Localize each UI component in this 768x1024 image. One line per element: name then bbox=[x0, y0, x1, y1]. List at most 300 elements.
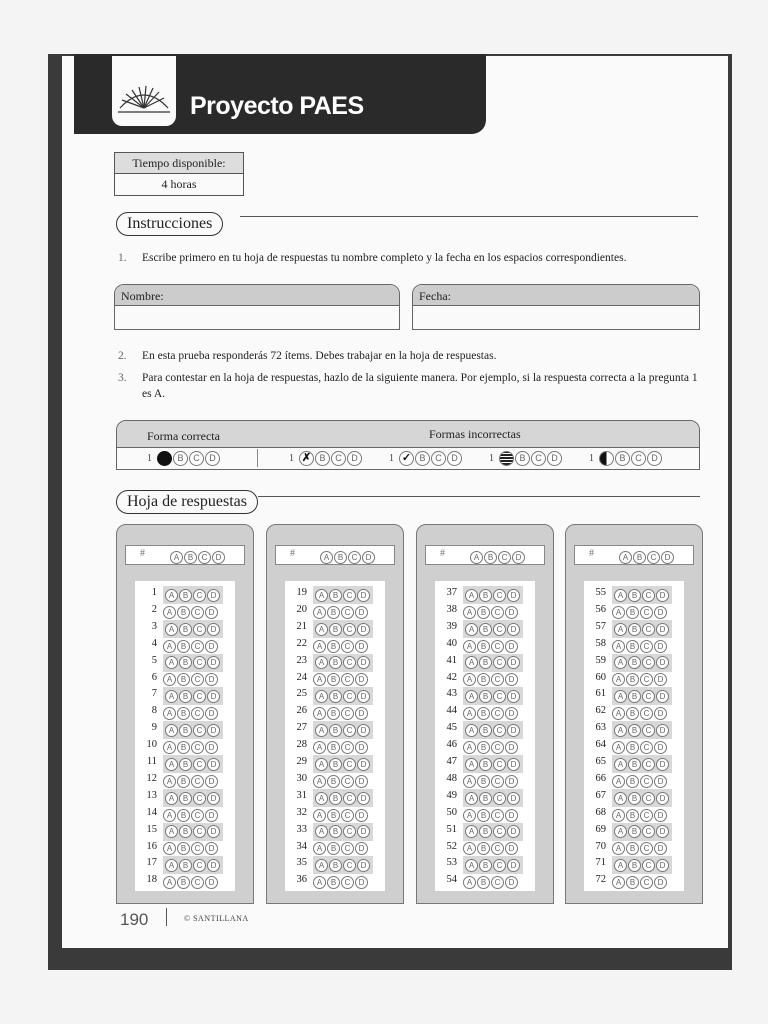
answer-bubble[interactable]: B bbox=[626, 707, 639, 720]
answer-bubble[interactable]: C bbox=[341, 741, 354, 754]
answer-bubble[interactable]: A bbox=[614, 724, 627, 737]
answer-bubble[interactable]: D bbox=[656, 690, 669, 703]
answer-bubble[interactable]: D bbox=[505, 640, 518, 653]
answer-bubble[interactable]: B bbox=[626, 640, 639, 653]
answer-bubble[interactable]: D bbox=[656, 724, 669, 737]
answer-bubble[interactable]: B bbox=[329, 825, 342, 838]
answer-bubble[interactable]: A bbox=[614, 758, 627, 771]
answer-bubble[interactable]: C bbox=[341, 876, 354, 889]
answer-bubble[interactable]: A bbox=[463, 809, 476, 822]
answer-bubble[interactable]: C bbox=[191, 876, 204, 889]
answer-bubble[interactable]: B bbox=[479, 656, 492, 669]
answer-bubble[interactable]: D bbox=[357, 792, 370, 805]
answer-bubble[interactable]: D bbox=[505, 741, 518, 754]
answer-bubble[interactable]: B bbox=[626, 842, 639, 855]
answer-bubble[interactable]: B bbox=[626, 775, 639, 788]
answer-bubble[interactable]: B bbox=[479, 825, 492, 838]
answer-bubble[interactable]: D bbox=[505, 673, 518, 686]
answer-bubble[interactable]: C bbox=[193, 758, 206, 771]
answer-bubble[interactable]: C bbox=[642, 623, 655, 636]
answer-bubble[interactable]: C bbox=[341, 775, 354, 788]
answer-bubble[interactable]: A bbox=[165, 656, 178, 669]
answer-bubble[interactable]: B bbox=[177, 775, 190, 788]
answer-bubble[interactable]: A bbox=[165, 859, 178, 872]
answer-bubble[interactable]: D bbox=[355, 775, 368, 788]
answer-bubble[interactable]: C bbox=[193, 589, 206, 602]
answer-bubble[interactable]: D bbox=[207, 758, 220, 771]
answer-bubble[interactable]: B bbox=[329, 589, 342, 602]
answer-bubble[interactable]: A bbox=[163, 775, 176, 788]
answer-bubble[interactable]: B bbox=[626, 606, 639, 619]
answer-bubble[interactable]: D bbox=[505, 775, 518, 788]
answer-bubble[interactable]: B bbox=[628, 690, 641, 703]
answer-bubble[interactable]: C bbox=[343, 656, 356, 669]
answer-bubble[interactable]: C bbox=[193, 825, 206, 838]
answer-bubble[interactable]: B bbox=[177, 876, 190, 889]
answer-bubble[interactable]: C bbox=[493, 589, 506, 602]
answer-bubble[interactable]: A bbox=[612, 707, 625, 720]
answer-bubble[interactable]: D bbox=[656, 758, 669, 771]
question-number: 72 bbox=[595, 874, 606, 886]
answer-bubble[interactable]: C bbox=[341, 606, 354, 619]
answer-bubble[interactable]: D bbox=[207, 656, 220, 669]
answer-bubble[interactable]: D bbox=[355, 606, 368, 619]
answer-bubble[interactable]: A bbox=[315, 656, 328, 669]
answer-bubble[interactable]: D bbox=[654, 673, 667, 686]
answer-bubble[interactable]: B bbox=[628, 724, 641, 737]
answer-bubble[interactable]: A bbox=[614, 690, 627, 703]
answer-bubble[interactable]: A bbox=[614, 825, 627, 838]
answer-bubble[interactable]: B bbox=[628, 589, 641, 602]
answer-bubble[interactable]: C bbox=[191, 707, 204, 720]
answer-bubble[interactable]: D bbox=[355, 876, 368, 889]
answer-bubble[interactable]: B bbox=[327, 809, 340, 822]
answer-bubble[interactable]: D bbox=[205, 673, 218, 686]
answer-bubble[interactable]: D bbox=[357, 623, 370, 636]
answer-bubble[interactable]: B bbox=[477, 741, 490, 754]
answer-bubble[interactable]: B bbox=[327, 606, 340, 619]
answer-bubble[interactable]: D bbox=[654, 741, 667, 754]
answer-bubble[interactable]: C bbox=[491, 673, 504, 686]
answer-bubble[interactable]: B bbox=[329, 792, 342, 805]
answer-bubble[interactable]: A bbox=[313, 606, 326, 619]
answer-bubble[interactable]: B bbox=[477, 640, 490, 653]
answer-bubble[interactable]: B bbox=[477, 876, 490, 889]
answer-bubble[interactable]: C bbox=[191, 842, 204, 855]
answer-bubble[interactable]: A bbox=[163, 606, 176, 619]
answer-bubble[interactable]: D bbox=[207, 825, 220, 838]
answer-bubble[interactable]: A bbox=[614, 656, 627, 669]
answer-bubble[interactable]: D bbox=[207, 724, 220, 737]
answer-bubble[interactable]: C bbox=[493, 724, 506, 737]
answer-bubble[interactable]: A bbox=[614, 623, 627, 636]
answer-bubble[interactable]: B bbox=[177, 673, 190, 686]
answer-bubble[interactable]: B bbox=[329, 623, 342, 636]
answer-bubble[interactable]: A bbox=[463, 673, 476, 686]
answer-bubble[interactable]: A bbox=[463, 707, 476, 720]
answer-bubble[interactable]: C bbox=[343, 724, 356, 737]
answer-bubble[interactable]: A bbox=[612, 741, 625, 754]
answer-bubble[interactable]: C bbox=[491, 842, 504, 855]
answer-bubble[interactable]: C bbox=[493, 690, 506, 703]
answer-bubble[interactable]: C bbox=[491, 640, 504, 653]
question-number: 5 bbox=[151, 654, 157, 666]
answer-bubble[interactable]: A bbox=[612, 842, 625, 855]
answer-bubble[interactable]: C bbox=[343, 623, 356, 636]
answer-bubble[interactable]: A bbox=[315, 724, 328, 737]
answer-bubble[interactable]: D bbox=[205, 707, 218, 720]
answer-bubble[interactable]: A bbox=[163, 673, 176, 686]
answer-bubble[interactable]: A bbox=[315, 825, 328, 838]
answer-bubble[interactable]: D bbox=[505, 842, 518, 855]
answer-bubble[interactable]: A bbox=[165, 792, 178, 805]
answer-bubble[interactable]: A bbox=[165, 724, 178, 737]
answer-bubble[interactable]: B bbox=[329, 724, 342, 737]
answer-bubble[interactable]: D bbox=[207, 792, 220, 805]
answer-bubble[interactable]: C bbox=[491, 809, 504, 822]
answer-bubble[interactable]: D bbox=[357, 724, 370, 737]
answer-bubble[interactable]: C bbox=[642, 859, 655, 872]
answer-bubble[interactable]: D bbox=[205, 741, 218, 754]
answer-bubble[interactable]: B bbox=[479, 758, 492, 771]
answer-bubble[interactable]: A bbox=[465, 859, 478, 872]
fecha-field[interactable] bbox=[412, 284, 700, 330]
answer-bubble[interactable]: A bbox=[313, 775, 326, 788]
answer-bubble[interactable]: D bbox=[207, 589, 220, 602]
answer-bubble[interactable]: D bbox=[507, 623, 520, 636]
answer-bubble[interactable]: C bbox=[491, 606, 504, 619]
answer-bubble[interactable]: D bbox=[654, 842, 667, 855]
answer-bubble[interactable]: B bbox=[628, 792, 641, 805]
answer-bubble[interactable]: A bbox=[315, 589, 328, 602]
answer-bubble[interactable]: C bbox=[642, 690, 655, 703]
answer-bubble[interactable]: B bbox=[477, 707, 490, 720]
answer-bubble[interactable]: C bbox=[640, 707, 653, 720]
answer-bubble[interactable]: B bbox=[327, 707, 340, 720]
option-bubble: C bbox=[498, 551, 511, 564]
answer-bubble[interactable]: B bbox=[628, 859, 641, 872]
answer-bubble[interactable]: B bbox=[628, 758, 641, 771]
answer-bubble[interactable]: C bbox=[343, 758, 356, 771]
answer-bubble[interactable]: B bbox=[327, 741, 340, 754]
answer-bubble[interactable]: D bbox=[654, 876, 667, 889]
answer-bubble[interactable]: D bbox=[654, 809, 667, 822]
answer-bubble[interactable]: C bbox=[642, 724, 655, 737]
answer-bubble[interactable]: C bbox=[642, 589, 655, 602]
answer-bubble[interactable]: D bbox=[357, 656, 370, 669]
answer-bubble[interactable]: C bbox=[493, 623, 506, 636]
answer-bubble[interactable]: D bbox=[205, 640, 218, 653]
answer-bubble[interactable]: B bbox=[477, 673, 490, 686]
answer-bubble[interactable]: D bbox=[205, 842, 218, 855]
answer-bubble[interactable]: B bbox=[179, 623, 192, 636]
answer-bubble[interactable]: D bbox=[355, 809, 368, 822]
answer-bubble[interactable]: A bbox=[315, 623, 328, 636]
answer-bubble[interactable]: A bbox=[465, 724, 478, 737]
answer-bubble[interactable]: A bbox=[465, 792, 478, 805]
answer-bubble[interactable]: C bbox=[193, 792, 206, 805]
answer-bubble[interactable]: B bbox=[177, 606, 190, 619]
answer-row bbox=[285, 653, 385, 670]
answer-bubble[interactable]: B bbox=[626, 809, 639, 822]
answer-bubble[interactable]: C bbox=[493, 859, 506, 872]
answer-bubble[interactable]: D bbox=[355, 741, 368, 754]
answer-bubble[interactable]: B bbox=[479, 792, 492, 805]
answer-bubble[interactable]: C bbox=[642, 758, 655, 771]
answer-bubble[interactable]: A bbox=[313, 809, 326, 822]
answer-bubble[interactable]: B bbox=[479, 859, 492, 872]
answer-bubble[interactable]: D bbox=[205, 876, 218, 889]
answer-bubble[interactable]: D bbox=[357, 859, 370, 872]
nombre-field[interactable] bbox=[114, 284, 400, 330]
answer-bubble[interactable]: A bbox=[163, 707, 176, 720]
answer-bubble[interactable]: C bbox=[343, 859, 356, 872]
answer-bubble[interactable]: D bbox=[205, 606, 218, 619]
answer-bubble[interactable]: A bbox=[465, 589, 478, 602]
answer-bubble[interactable]: C bbox=[191, 640, 204, 653]
answer-bubble[interactable]: A bbox=[165, 690, 178, 703]
answer-bubble[interactable]: A bbox=[163, 876, 176, 889]
answer-bubble[interactable]: D bbox=[507, 792, 520, 805]
answer-bubble[interactable]: C bbox=[193, 859, 206, 872]
answer-bubble[interactable]: C bbox=[343, 792, 356, 805]
answer-bubble[interactable]: D bbox=[207, 623, 220, 636]
answer-bubble[interactable]: D bbox=[656, 792, 669, 805]
answer-bubble[interactable]: A bbox=[465, 690, 478, 703]
answer-bubble[interactable]: B bbox=[479, 690, 492, 703]
answer-bubble[interactable]: C bbox=[341, 842, 354, 855]
answer-bubble[interactable]: A bbox=[313, 876, 326, 889]
answer-bubble[interactable]: C bbox=[640, 606, 653, 619]
answer-bubble[interactable]: B bbox=[477, 809, 490, 822]
answer-bubble[interactable]: D bbox=[656, 623, 669, 636]
answer-bubble[interactable]: D bbox=[505, 606, 518, 619]
answer-bubble[interactable]: C bbox=[343, 589, 356, 602]
answer-bubble[interactable]: B bbox=[626, 673, 639, 686]
answer-bubble[interactable]: A bbox=[163, 842, 176, 855]
answer-bubble[interactable]: B bbox=[177, 640, 190, 653]
answer-bubble[interactable]: C bbox=[191, 606, 204, 619]
answer-bubble[interactable]: C bbox=[341, 640, 354, 653]
answer-bubble[interactable]: B bbox=[179, 758, 192, 771]
answer-bubble[interactable]: A bbox=[165, 589, 178, 602]
answer-bubble[interactable]: B bbox=[177, 809, 190, 822]
answer-bubble[interactable]: B bbox=[477, 606, 490, 619]
answer-bubble[interactable]: A bbox=[614, 792, 627, 805]
answer-bubble[interactable]: A bbox=[313, 741, 326, 754]
answer-bubble[interactable]: C bbox=[193, 690, 206, 703]
answer-bubble[interactable]: C bbox=[642, 792, 655, 805]
answer-bubble[interactable]: D bbox=[507, 656, 520, 669]
answer-bubble[interactable]: A bbox=[315, 859, 328, 872]
answer-bubble[interactable]: D bbox=[656, 859, 669, 872]
answer-bubble[interactable]: B bbox=[177, 842, 190, 855]
answer-bubble[interactable]: C bbox=[493, 825, 506, 838]
answer-bubble[interactable]: A bbox=[315, 758, 328, 771]
answer-bubble[interactable]: B bbox=[327, 673, 340, 686]
answer-bubble[interactable]: B bbox=[179, 690, 192, 703]
answer-bubble[interactable]: A bbox=[165, 623, 178, 636]
answer-bubble[interactable]: D bbox=[654, 606, 667, 619]
answer-bubble[interactable]: C bbox=[640, 842, 653, 855]
answer-bubble[interactable]: B bbox=[179, 724, 192, 737]
answer-bubble[interactable]: D bbox=[357, 589, 370, 602]
answer-bubble[interactable]: D bbox=[654, 640, 667, 653]
answer-bubble[interactable]: A bbox=[313, 842, 326, 855]
answer-bubble[interactable]: B bbox=[179, 656, 192, 669]
answer-bubble[interactable]: A bbox=[315, 690, 328, 703]
answer-bubble[interactable]: A bbox=[612, 673, 625, 686]
answer-bubble[interactable]: B bbox=[179, 825, 192, 838]
answer-bubble[interactable]: B bbox=[329, 758, 342, 771]
answer-bubble[interactable]: D bbox=[357, 825, 370, 838]
answer-bubble[interactable]: A bbox=[463, 876, 476, 889]
answer-bubble[interactable]: C bbox=[640, 741, 653, 754]
answer-bubble[interactable]: B bbox=[477, 842, 490, 855]
question-number: 31 bbox=[296, 789, 307, 801]
answer-bubble[interactable]: D bbox=[355, 673, 368, 686]
question-number: 22 bbox=[296, 637, 307, 649]
answer-bubble[interactable]: A bbox=[612, 876, 625, 889]
answer-bubble[interactable]: D bbox=[357, 758, 370, 771]
answer-bubble[interactable]: C bbox=[493, 656, 506, 669]
answer-bubble[interactable]: C bbox=[640, 775, 653, 788]
answer-row bbox=[584, 771, 684, 788]
answer-bubble[interactable]: C bbox=[491, 707, 504, 720]
answer-bubble[interactable]: B bbox=[628, 623, 641, 636]
answer-bubble[interactable]: C bbox=[491, 775, 504, 788]
answer-bubble[interactable]: C bbox=[640, 876, 653, 889]
answer-row bbox=[285, 737, 385, 754]
answer-bubble[interactable]: D bbox=[207, 859, 220, 872]
answer-bubble[interactable]: C bbox=[493, 758, 506, 771]
answer-bubble[interactable]: A bbox=[163, 741, 176, 754]
answer-bubble[interactable]: D bbox=[507, 825, 520, 838]
answer-bubble[interactable]: C bbox=[640, 809, 653, 822]
answer-bubble[interactable]: B bbox=[479, 623, 492, 636]
answer-bubble[interactable]: C bbox=[193, 724, 206, 737]
answer-bubble[interactable]: B bbox=[327, 876, 340, 889]
answer-bubble[interactable]: C bbox=[191, 741, 204, 754]
answer-bubble[interactable]: A bbox=[465, 623, 478, 636]
answer-bubble[interactable]: A bbox=[313, 640, 326, 653]
answer-bubble[interactable]: A bbox=[313, 673, 326, 686]
answer-bubble[interactable]: C bbox=[491, 741, 504, 754]
answer-bubble[interactable]: C bbox=[191, 673, 204, 686]
answer-bubble[interactable]: D bbox=[507, 589, 520, 602]
answer-bubble[interactable]: C bbox=[191, 809, 204, 822]
answer-bubble[interactable]: C bbox=[642, 656, 655, 669]
answer-bubble[interactable]: D bbox=[507, 859, 520, 872]
answer-bubble[interactable]: B bbox=[327, 842, 340, 855]
answer-bubble[interactable]: A bbox=[614, 589, 627, 602]
answer-bubble[interactable]: A bbox=[612, 809, 625, 822]
answer-bubble[interactable]: A bbox=[612, 640, 625, 653]
answer-bubble[interactable]: D bbox=[656, 656, 669, 669]
answer-bubble[interactable]: B bbox=[628, 656, 641, 669]
answer-bubble[interactable]: A bbox=[463, 640, 476, 653]
answer-bubble[interactable]: B bbox=[626, 741, 639, 754]
answer-bubble[interactable]: B bbox=[327, 775, 340, 788]
answer-bubble[interactable]: A bbox=[614, 859, 627, 872]
answer-bubble[interactable]: C bbox=[341, 673, 354, 686]
answer-bubble[interactable]: C bbox=[341, 707, 354, 720]
answer-bubble[interactable]: A bbox=[463, 842, 476, 855]
answer-bubble[interactable]: D bbox=[205, 809, 218, 822]
answer-bubble[interactable]: D bbox=[505, 809, 518, 822]
answer-bubble[interactable]: B bbox=[177, 741, 190, 754]
answer-bubble[interactable]: B bbox=[628, 825, 641, 838]
answer-bubble[interactable]: D bbox=[505, 707, 518, 720]
answer-bubble[interactable]: D bbox=[207, 690, 220, 703]
answer-bubble[interactable]: D bbox=[355, 707, 368, 720]
answer-bubble[interactable]: A bbox=[163, 640, 176, 653]
answer-bubble[interactable]: B bbox=[177, 707, 190, 720]
answer-bubble[interactable]: D bbox=[507, 758, 520, 771]
answer-bubble[interactable]: C bbox=[343, 825, 356, 838]
answer-bubble[interactable]: B bbox=[479, 724, 492, 737]
answer-bubble[interactable]: C bbox=[493, 792, 506, 805]
answer-bubble[interactable]: C bbox=[343, 690, 356, 703]
answer-bubble[interactable]: C bbox=[640, 673, 653, 686]
answer-bubble[interactable]: D bbox=[355, 640, 368, 653]
answer-bubble[interactable]: D bbox=[507, 690, 520, 703]
answer-bubble[interactable]: D bbox=[656, 589, 669, 602]
answer-bubble[interactable]: D bbox=[507, 724, 520, 737]
answer-bubble[interactable]: B bbox=[327, 640, 340, 653]
answer-bubble[interactable]: D bbox=[357, 690, 370, 703]
answer-bubble[interactable]: D bbox=[656, 825, 669, 838]
answer-bubble[interactable]: C bbox=[640, 640, 653, 653]
answer-bubble[interactable]: D bbox=[654, 707, 667, 720]
answer-bubble[interactable]: C bbox=[193, 623, 206, 636]
answer-bubble[interactable]: B bbox=[179, 792, 192, 805]
answer-bubble[interactable]: D bbox=[654, 775, 667, 788]
answer-bubble[interactable]: C bbox=[491, 876, 504, 889]
answer-bubble[interactable]: A bbox=[612, 606, 625, 619]
answer-bubble[interactable]: A bbox=[463, 741, 476, 754]
answer-bubble[interactable]: C bbox=[193, 656, 206, 669]
answer-bubble[interactable]: A bbox=[465, 656, 478, 669]
question-number: 61 bbox=[595, 688, 606, 700]
answer-bubble[interactable]: B bbox=[179, 589, 192, 602]
answer-bubble[interactable]: A bbox=[465, 758, 478, 771]
answer-bubble[interactable]: A bbox=[165, 758, 178, 771]
answer-bubble[interactable]: D bbox=[505, 876, 518, 889]
answer-bubble[interactable]: A bbox=[313, 707, 326, 720]
answer-bubble[interactable]: B bbox=[477, 775, 490, 788]
answer-bubble[interactable]: A bbox=[163, 809, 176, 822]
answer-bubble[interactable]: C bbox=[642, 825, 655, 838]
answer-bubble[interactable]: A bbox=[465, 825, 478, 838]
answer-bubble[interactable]: A bbox=[315, 792, 328, 805]
answer-bubble[interactable]: B bbox=[329, 859, 342, 872]
answer-bubble[interactable]: A bbox=[463, 606, 476, 619]
answer-bubble[interactable]: C bbox=[191, 775, 204, 788]
option-bubble: A bbox=[470, 551, 483, 564]
answer-bubble[interactable]: D bbox=[205, 775, 218, 788]
answer-bubble[interactable]: A bbox=[612, 775, 625, 788]
answer-bubble[interactable]: B bbox=[626, 876, 639, 889]
answer-bubble[interactable]: D bbox=[355, 842, 368, 855]
answer-bubble[interactable]: B bbox=[179, 859, 192, 872]
answer-bubble[interactable]: B bbox=[329, 656, 342, 669]
answer-bubble[interactable]: A bbox=[165, 825, 178, 838]
answer-bubble[interactable]: A bbox=[463, 775, 476, 788]
answer-bubble[interactable]: C bbox=[341, 809, 354, 822]
answer-bubble[interactable]: B bbox=[479, 589, 492, 602]
answer-bubble[interactable]: B bbox=[329, 690, 342, 703]
